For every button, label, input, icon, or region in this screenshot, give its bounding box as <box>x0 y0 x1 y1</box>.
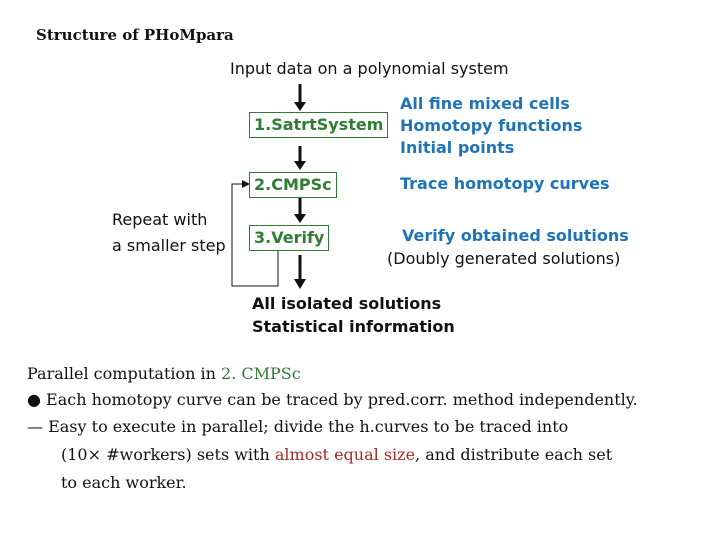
step-cmpsc: 2.CMPSc <box>249 172 337 198</box>
step3-output: Verify obtained solutions <box>402 226 629 245</box>
step1-output-cells: All fine mixed cells <box>400 94 570 113</box>
step2-output: Trace homotopy curves <box>400 174 610 193</box>
results <box>252 292 455 338</box>
parallel-heading <box>27 364 301 383</box>
parallel-heading-highlight: 2. CMPSc <box>221 364 301 383</box>
result-statistical-info: Statistical information <box>252 317 455 336</box>
step-start-system: 1.SatrtSystem <box>249 112 388 138</box>
step-verify: 3.Verify <box>249 225 329 251</box>
cont1-prefix: (10× #workers) sets with <box>61 445 275 464</box>
page-title: Structure of PHoMpara <box>36 26 234 44</box>
cont1-suffix: , and distribute each set <box>415 445 613 464</box>
result-isolated-solutions: All isolated solutions <box>252 294 442 313</box>
repeat-label-line1: Repeat with <box>112 210 208 229</box>
cont1-highlight: almost equal size <box>274 445 416 464</box>
repeat-label-line2: a smaller step <box>112 236 226 255</box>
parallel-dash-line: — Easy to execute in parallel; divide the h.curves to be traced into <box>27 417 569 436</box>
step1-output-homotopy: Homotopy functions <box>400 116 583 135</box>
input-label: Input data on a polynomial system <box>230 59 509 78</box>
arrowhead-step2-to-step3 <box>294 214 306 223</box>
step3-note: (Doubly generated solutions) <box>387 249 621 268</box>
arrowhead-input-to-step1 <box>294 102 306 111</box>
parallel-heading-prefix: Parallel computation in <box>27 364 222 383</box>
step1-outputs <box>400 93 582 159</box>
arrowhead-step3-to-results <box>294 279 306 289</box>
parallel-bullet: ● Each homotopy curve can be traced by pred.corr. method independently. <box>27 390 638 409</box>
repeat-label <box>112 207 226 259</box>
parallel-continuation-1 <box>61 445 612 464</box>
parallel-continuation-2: to each worker. <box>61 473 187 492</box>
step1-output-initial-points: Initial points <box>400 138 515 157</box>
arrowhead-step1-to-step2 <box>294 161 306 170</box>
